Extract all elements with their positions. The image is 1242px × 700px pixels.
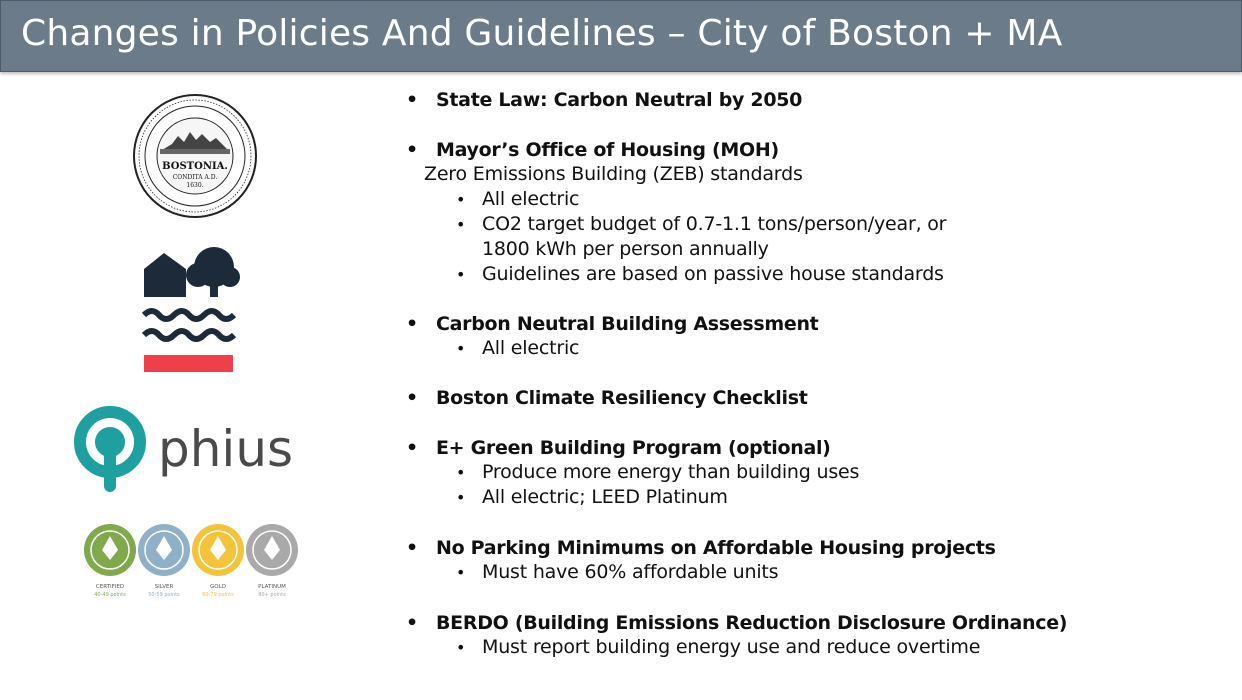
policy-section <box>406 312 818 361</box>
policy-heading-text: Carbon Neutral Building Assessment <box>436 313 819 335</box>
policy-section <box>406 386 808 410</box>
policy-heading <box>406 611 1067 635</box>
phius-logo <box>70 402 306 492</box>
title-bar <box>0 0 1242 72</box>
policy-item <box>406 560 996 585</box>
sub-bullet-icon: • <box>456 563 466 582</box>
leed-level-label: CERTIFIED <box>95 584 125 590</box>
policy-heading <box>406 312 818 336</box>
policy-heading <box>406 88 802 112</box>
leed-points-label: 60-79 points <box>202 592 234 598</box>
policy-section <box>406 436 859 510</box>
policy-section <box>406 138 946 287</box>
policy-item-text: All electric; LEED Platinum <box>482 486 728 508</box>
policy-item <box>406 635 1067 660</box>
leed-points-label: 80+ points <box>258 592 286 598</box>
boston-seal-logo <box>132 92 258 220</box>
policy-item <box>406 460 859 485</box>
svg-text:BOSTONIA.: BOSTONIA. <box>162 161 228 172</box>
house-waves-logo <box>140 245 240 377</box>
policy-section <box>406 536 996 585</box>
leed-points-label: 50-59 points <box>148 592 180 598</box>
bullet-icon: • <box>406 537 418 559</box>
policy-item-text: Guidelines are based on passive house standards <box>482 263 944 285</box>
svg-text:CONDITA A.D.: CONDITA A.D. <box>172 174 218 181</box>
policy-heading-text: Boston Climate Resiliency Checklist <box>436 387 808 409</box>
sub-bullet-icon: • <box>456 463 466 482</box>
policy-item-text: All electric <box>482 337 580 359</box>
bullet-icon: • <box>406 387 418 409</box>
leed-points-label: 40-49 points <box>94 592 126 598</box>
sub-bullet-icon: • <box>456 638 466 657</box>
policy-heading <box>406 436 859 460</box>
policy-subtitle: Zero Emissions Building (ZEB) standards <box>424 163 803 185</box>
policy-heading <box>406 536 996 560</box>
leed-badges <box>84 520 306 600</box>
bullet-icon: • <box>406 89 418 111</box>
policy-item <box>406 262 946 287</box>
policy-section <box>406 88 802 112</box>
policy-heading-text: No Parking Minimums on Affordable Housing projects <box>436 537 996 559</box>
sub-bullet-icon: • <box>456 488 466 507</box>
policy-item <box>406 336 818 361</box>
sub-bullet-icon: • <box>456 339 466 358</box>
bullet-icon: • <box>406 313 418 335</box>
bullet-icon: • <box>406 612 418 634</box>
svg-text:1630.: 1630. <box>186 182 204 189</box>
bullet-icon: • <box>406 437 418 459</box>
policy-item-text: All electric <box>482 188 580 210</box>
policy-item <box>406 187 946 212</box>
policy-item <box>406 485 859 510</box>
sub-bullet-icon: • <box>456 265 466 284</box>
bullet-icon: • <box>406 139 418 161</box>
leed-level-label: PLATINUM <box>258 584 286 590</box>
policy-item-text: Must have 60% affordable units <box>482 561 779 583</box>
policy-heading-text: E+ Green Building Program (optional) <box>436 437 831 459</box>
policy-heading <box>406 138 946 162</box>
page-title: Changes in Policies And Guidelines – City of Boston + MA <box>21 13 1063 54</box>
policy-heading-text: BERDO (Building Emissions Reduction Disclosure Ordinance) <box>436 612 1068 634</box>
policy-section <box>406 611 1067 660</box>
policy-item-text: Must report building energy use and reduce overtime <box>482 636 981 658</box>
leed-level-label: SILVER <box>154 584 174 590</box>
policy-item-continuation: 1800 kWh per person annually <box>482 238 769 260</box>
sub-bullet-icon: • <box>456 215 466 234</box>
leed-level-label: GOLD <box>210 584 226 590</box>
policy-item <box>406 212 946 237</box>
policy-heading <box>406 386 808 410</box>
policy-item-text: Produce more energy than building uses <box>482 461 860 483</box>
policy-heading-text: Mayor’s Office of Housing (MOH) <box>436 139 779 161</box>
policy-item-text: CO2 target budget of 0.7-1.1 tons/person/year, or <box>482 213 947 235</box>
policy-heading-text: State Law: Carbon Neutral by 2050 <box>436 89 803 111</box>
svg-text:phius: phius <box>158 420 294 478</box>
sub-bullet-icon: • <box>456 190 466 209</box>
